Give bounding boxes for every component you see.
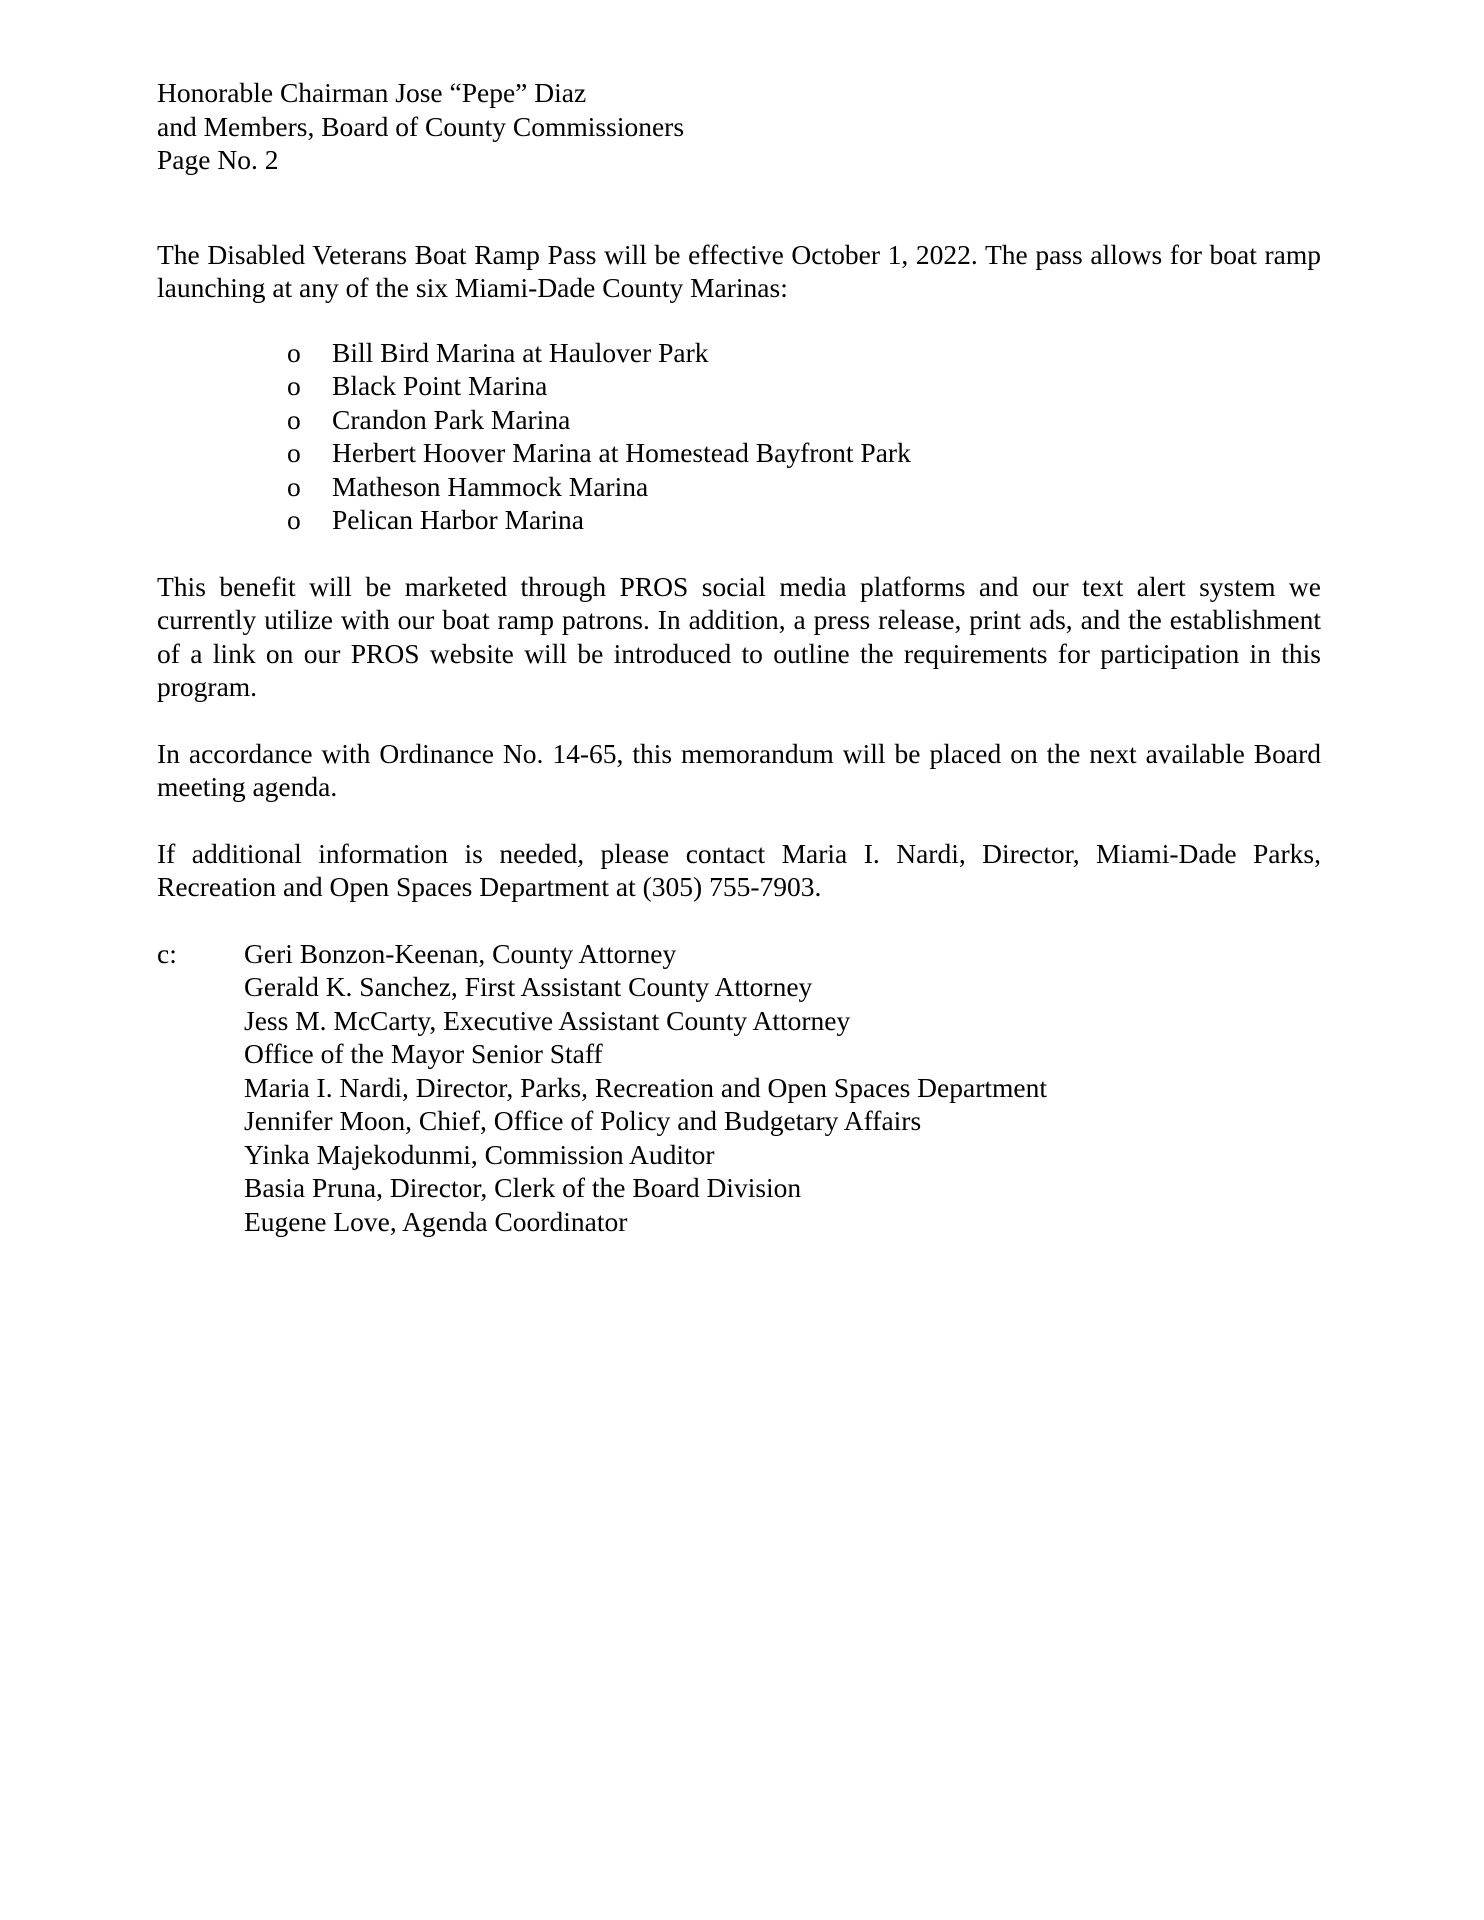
intro-paragraph: The Disabled Veterans Boat Ramp Pass will be effective October 1, 2022. The pass allows for boat ramp launching at any of the six Miami-Dade County Marinas: [157,238,1321,303]
bullet-icon: o [287,504,301,535]
cc-recipient: Jess M. McCarty, Executive Assistant County Attorney [244,1004,851,1036]
marina-name: Black Point Marina [332,370,548,401]
header-page-number: Page No. 2 [157,144,279,175]
bullet-icon: o [287,470,301,502]
header-board: and Members, Board of County Commissioners [157,110,685,142]
header-addressee: Honorable Chairman Jose “Pepe” Diaz [157,77,587,108]
list-item [157,369,1321,403]
ordinance-paragraph: In accordance with Ordinance No. 14-65, this memorandum will be placed on the next available Board meeting agenda. [157,737,1321,802]
cc-recipient: Jennifer Moon, Chief, Office of Policy and Budgetary Affairs [244,1105,922,1136]
marina-name: Matheson Hammock Marina [332,470,649,502]
cc-label: c: [157,937,177,969]
list-item [157,503,1321,537]
cc-recipient: Office of the Mayor Senior Staff [244,1038,603,1069]
contact-paragraph: If additional information is needed, please contact Maria I. Nardi, Director, Miami-Dade Parks, Recreation and Open Spaces Department at (305) 755-7903. [157,837,1321,902]
list-item [157,403,1321,437]
cc-recipient-list [157,937,1321,1239]
memo-header [157,76,1321,177]
marina-name: Pelican Harbor Marina [332,504,584,535]
bullet-icon: o [287,437,301,468]
marina-name: Crandon Park Marina [332,403,571,435]
cc-recipient: Gerald K. Sanchez, First Assistant County Attorney [244,971,813,1002]
cc-recipient: Maria I. Nardi, Director, Parks, Recreation and Open Spaces Department [244,1071,1047,1103]
cc-recipient: Geri Bonzon-Keenan, County Attorney [244,937,677,969]
marina-name: Bill Bird Marina at Haulover Park [332,336,709,368]
bullet-icon: o [287,336,301,368]
bullet-icon: o [287,403,301,435]
cc-recipient: Yinka Majekodunmi, Commission Auditor [244,1138,715,1170]
marina-list [157,336,1321,537]
cc-recipient: Eugene Love, Agenda Coordinator [244,1205,628,1237]
list-item [157,470,1321,504]
bullet-icon: o [287,370,301,401]
cc-recipient: Basia Pruna, Director, Clerk of the Board Division [244,1172,802,1203]
marina-name: Herbert Hoover Marina at Homestead Bayfront Park [332,437,911,468]
list-item [157,436,1321,470]
marketing-paragraph: This benefit will be marketed through PROS social media platforms and our text alert system we currently utilize with our boat ramp patrons. In addition, a press release, print ads, and the establishment of a link on our PROS website will be introduced to outline the requirements for participation in this program. [157,570,1321,702]
cc-block [157,937,1321,1239]
memo-page [157,76,1321,1238]
list-item [157,336,1321,370]
